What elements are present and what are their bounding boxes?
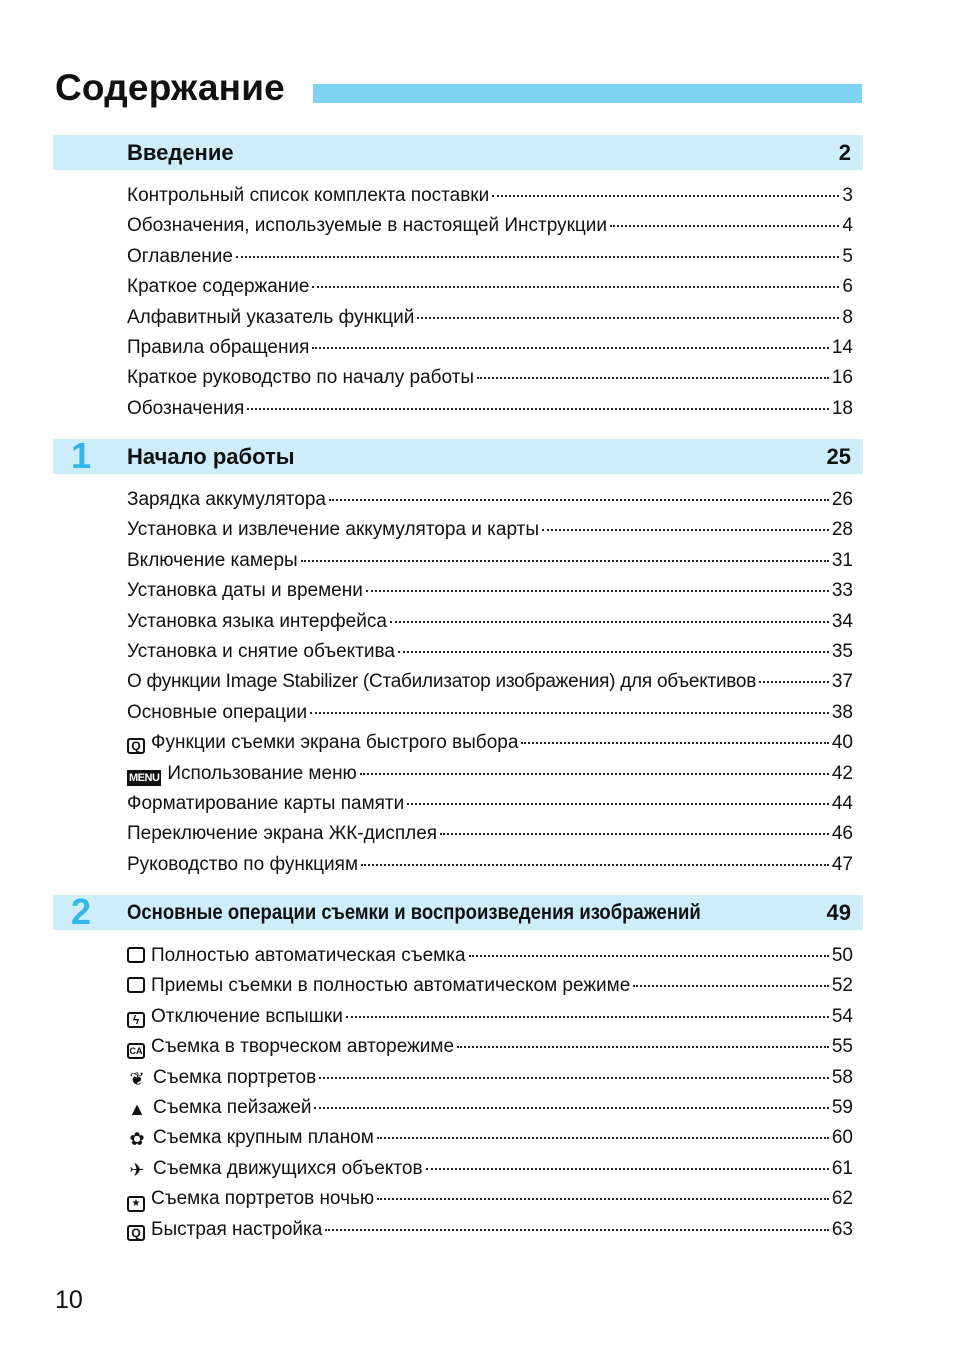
entry-page: 40 [831, 732, 853, 754]
leader-dots [457, 1024, 829, 1048]
portrait-icon: ❦ [129, 1068, 145, 1089]
entry-page: 63 [831, 1218, 853, 1240]
toc-entry[interactable] [127, 633, 853, 663]
section-header-getting-started[interactable] [53, 435, 863, 476]
toc-entry[interactable] [127, 390, 853, 420]
leader-dots [398, 629, 829, 653]
entry-label: Оглавление [127, 245, 233, 267]
entry-label: Руководство по функциям [127, 853, 359, 875]
entry-label: Краткое руководство по началу работы [127, 367, 475, 389]
chapter-number: 1 [70, 435, 92, 476]
section-title: Основные операции съемки и воспроизведения изображений [127, 901, 701, 924]
leader-dots [360, 751, 829, 775]
entry-page: 34 [831, 610, 853, 632]
leader-dots [312, 325, 828, 349]
leader-dots [329, 477, 829, 501]
entry-label: Форматирование карты памяти [127, 792, 405, 814]
entry-label: Приемы съемки в полностью автоматическом режиме [151, 975, 631, 997]
leader-dots [759, 659, 829, 683]
section-title: Начало работы [127, 444, 295, 469]
entry-label: Съемка в творческом авторежиме [151, 1036, 455, 1058]
entry-label: Переключение экрана ЖК-дисплея [127, 823, 438, 845]
night-portrait-icon: ★ [127, 1196, 145, 1212]
leader-dots [366, 568, 829, 592]
section-header-intro[interactable] [53, 135, 863, 170]
toc-entry[interactable] [127, 846, 853, 876]
entry-page: 31 [831, 549, 853, 571]
page-title: Содержание [55, 67, 285, 108]
entry-label: Алфавитный указатель функций [127, 306, 415, 328]
leader-dots [440, 811, 829, 835]
leader-dots [377, 1176, 829, 1200]
entry-page: 16 [831, 367, 853, 389]
leader-dots [247, 386, 829, 410]
entry-page: 5 [842, 245, 853, 267]
entry-page: 28 [831, 519, 853, 541]
entry-label: О функции Image Stabilizer (Стабилизатор изображения) для объективов [127, 671, 757, 693]
sports-icon: ✈ [129, 1159, 145, 1180]
leader-dots [417, 295, 839, 319]
entry-label: Установка и снятие объектива [127, 640, 395, 662]
leader-dots [521, 720, 828, 744]
entry-page: 44 [831, 792, 853, 814]
entry-label: Съемка портретов ночью [151, 1188, 375, 1210]
menu-icon: MENU [129, 771, 160, 784]
leader-dots [236, 234, 839, 258]
toc-entry[interactable] [127, 1211, 853, 1241]
quick-control-icon: Q [127, 1225, 145, 1241]
entry-page: 58 [831, 1066, 853, 1088]
entry-label: Правила обращения [127, 336, 310, 358]
entry-page: 61 [831, 1157, 853, 1179]
leader-dots [633, 963, 829, 987]
entry-label: Установка даты и времени [127, 580, 363, 602]
entry-page: 8 [842, 306, 853, 328]
entry-page: 3 [842, 185, 853, 206]
chapter-number: 2 [70, 891, 92, 932]
entry-label: Обозначения, используемые в настоящей Инструкции [127, 215, 608, 237]
title-accent-bar [313, 84, 862, 103]
landscape-icon: ▲ [128, 1098, 146, 1119]
entry-label: Съемка движущихся объектов [153, 1157, 423, 1179]
entry-label: Включение камеры [127, 549, 298, 571]
section-page: 25 [826, 444, 851, 469]
leader-dots [610, 203, 839, 227]
leader-dots [346, 994, 829, 1018]
entry-label: Использование меню [167, 762, 357, 784]
leader-dots [314, 1085, 828, 1109]
section-entries-intro [127, 177, 853, 420]
entry-page: 37 [831, 671, 853, 693]
leader-dots [426, 1146, 829, 1170]
entry-label: Отключение вспышки [151, 1005, 343, 1027]
entry-page: 59 [831, 1096, 853, 1118]
full-auto-icon [127, 977, 145, 993]
entry-label: Съемка пейзажей [153, 1096, 312, 1118]
entry-label: Полностью автоматическая съемка [151, 945, 466, 966]
leader-dots [542, 507, 829, 531]
entry-label: Функции съемки экрана быстрого выбора [151, 732, 519, 754]
entry-label: Установка и извлечение аккумулятора и карты [127, 519, 539, 541]
entry-label: Краткое содержание [127, 276, 310, 298]
entry-label: Контрольный список комплекта поставки [127, 185, 490, 206]
flash-off-icon: ϟ [127, 1012, 145, 1028]
entry-label: Съемка крупным планом [153, 1127, 374, 1149]
leader-dots [301, 538, 829, 562]
entry-page: 60 [831, 1127, 853, 1149]
section-page: 49 [826, 900, 851, 925]
entry-label: Обозначения [127, 397, 245, 419]
leader-dots [310, 690, 829, 714]
close-up-icon: ✿ [129, 1129, 145, 1150]
entry-page: 54 [831, 1005, 853, 1027]
entry-label: Основные операции [127, 701, 308, 723]
leader-dots [390, 599, 829, 623]
entry-label: Установка языка интерфейса [127, 610, 387, 632]
entry-page: 26 [831, 489, 853, 510]
entry-page: 52 [831, 975, 853, 997]
leader-dots [319, 1055, 829, 1079]
section-entries-getting-started [127, 481, 853, 876]
entry-page: 4 [842, 215, 853, 237]
section-header-basic-shooting[interactable] [53, 891, 863, 932]
page-number: 10 [55, 1286, 83, 1314]
entry-page: 46 [831, 823, 853, 845]
leader-dots [361, 842, 829, 866]
leader-dots [492, 173, 839, 197]
section-page: 2 [838, 140, 851, 165]
entry-page: 47 [831, 853, 853, 875]
entry-page: 62 [831, 1188, 853, 1210]
entry-label: Съемка портретов [153, 1066, 317, 1088]
entry-page: 55 [831, 1036, 853, 1058]
section-title: Введение [127, 140, 234, 165]
leader-dots [469, 933, 829, 957]
creative-auto-icon: CA [127, 1043, 145, 1059]
entry-page: 35 [831, 640, 853, 662]
leader-dots [312, 264, 839, 288]
entry-page: 38 [831, 701, 853, 723]
entry-page: 14 [831, 336, 853, 358]
entry-page: 6 [842, 276, 853, 298]
leader-dots [377, 1115, 829, 1139]
entry-label: Зарядка аккумулятора [127, 489, 326, 510]
entry-page: 50 [831, 945, 853, 966]
section-entries-basic-shooting [127, 937, 853, 1241]
entry-page: 42 [831, 762, 853, 784]
leader-dots [477, 355, 829, 379]
entry-label: Быстрая настройка [151, 1218, 323, 1240]
quick-control-icon: Q [127, 738, 145, 754]
entry-page: 18 [831, 397, 853, 419]
entry-page: 33 [831, 580, 853, 602]
full-auto-icon [127, 947, 145, 963]
leader-dots [407, 781, 829, 805]
leader-dots [325, 1207, 829, 1231]
